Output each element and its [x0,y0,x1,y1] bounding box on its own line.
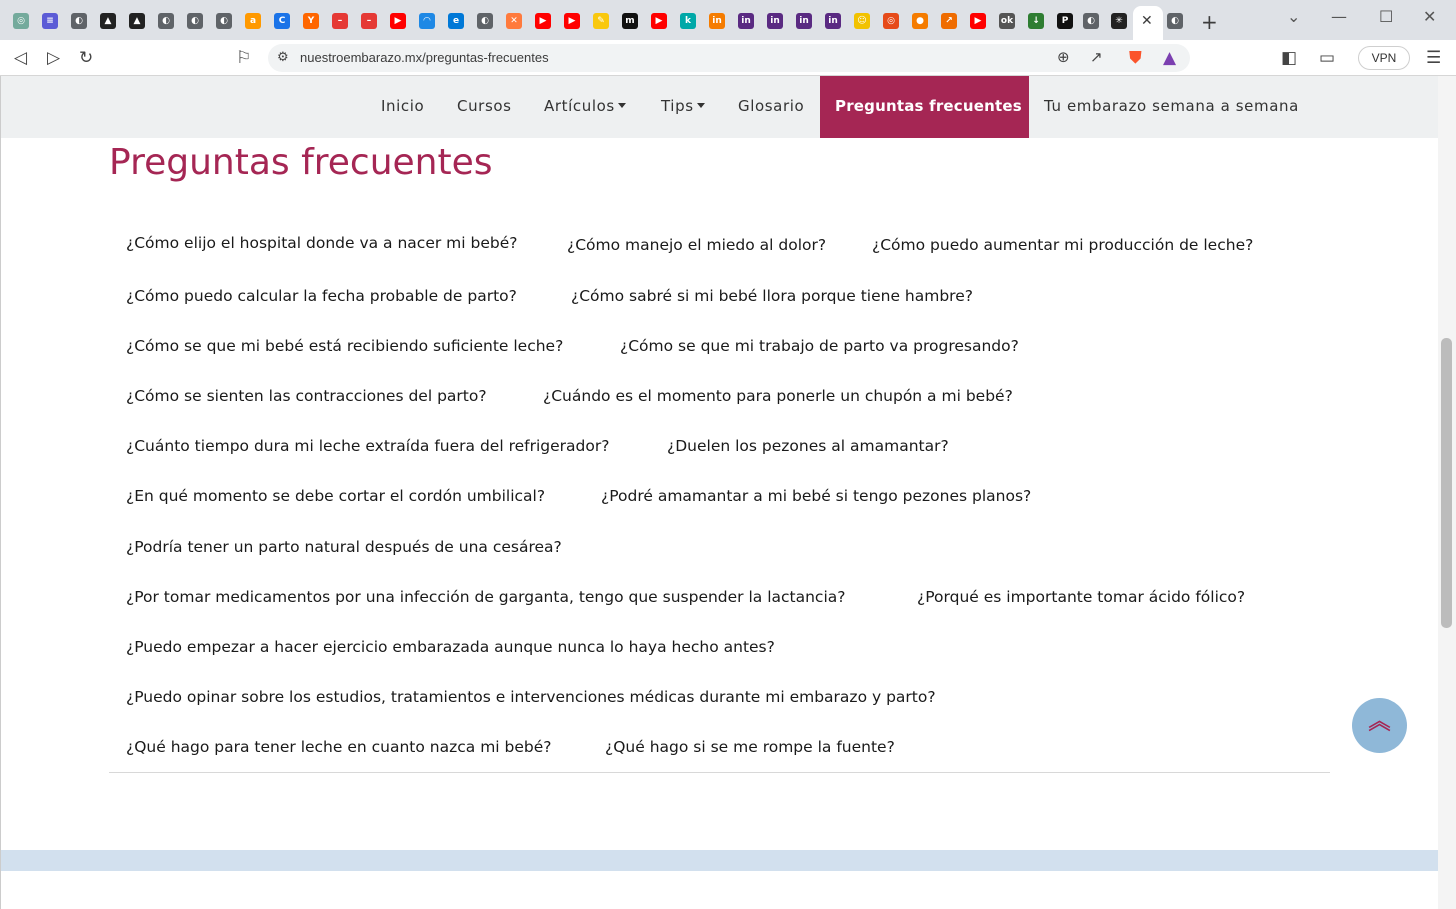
stack-icon[interactable]: ≡ [42,13,58,29]
nav-label: Tips [661,97,694,115]
faq-link[interactable]: ¿Cómo se sienten las contracciones del parto? [126,387,487,405]
faq-link[interactable]: ¿Cómo elijo el hospital donde va a nacer mi bebé? [126,234,518,252]
share-orange-icon[interactable]: ↗ [941,13,957,29]
youtube-icon[interactable]: ▶ [651,13,667,29]
faq-link[interactable]: ¿Podría tener un parto natural después de una cesárea? [126,538,562,556]
faq-link[interactable]: ¿Qué hago para tener leche en cuanto nazca mi bebé? [126,738,552,756]
nav-item-cursos[interactable] [457,76,512,138]
site-navigation [0,76,1438,138]
url-text: nuestroembarazo.mx/preguntas-frecuentes [300,50,549,65]
globe-icon[interactable]: ◐ [187,13,203,29]
share-icon[interactable]: ↗ [1090,48,1103,66]
globe-icon[interactable]: ◐ [1083,13,1099,29]
p-icon[interactable]: P [1057,13,1073,29]
vpn-label: VPN [1371,51,1397,65]
brave-rewards-icon[interactable]: ▲ [1163,48,1177,68]
nav-item-tu-embarazo[interactable] [1044,76,1299,138]
faq-link[interactable]: ¿Cómo puedo aumentar mi producción de leche? [872,236,1254,254]
dash-icon[interactable]: – [332,13,348,29]
in-purple-icon[interactable]: in [738,13,754,29]
orange-dot-icon[interactable]: ● [912,13,928,29]
globe-icon[interactable]: ◐ [477,13,493,29]
ok-icon[interactable]: ok [999,13,1015,29]
content-divider [109,772,1330,773]
nav-item-preguntas-frecuentes[interactable] [820,76,1029,138]
faq-link[interactable]: ¿Cómo se que mi bebé está recibiendo suficiente leche? [126,337,564,355]
scroll-to-top-button[interactable] [1352,698,1407,753]
address-bar[interactable] [268,44,1190,72]
amazon-icon[interactable]: a [245,13,261,29]
in-purple-icon[interactable]: in [767,13,783,29]
in-purple-icon[interactable]: in [825,13,841,29]
youtube-icon[interactable]: ▶ [535,13,551,29]
faq-link[interactable]: ¿Porqué es importante tomar ácido fólico? [917,588,1246,606]
nav-item-inicio[interactable] [381,76,424,138]
menu-icon[interactable]: ☰ [1426,48,1442,68]
wave-icon[interactable]: ◠ [419,13,435,29]
youtube-icon[interactable]: ▶ [970,13,986,29]
brave-shield-icon[interactable]: ⛊ [1129,48,1142,68]
faq-link[interactable]: ¿Podré amamantar a mi bebé si tengo pezones planos? [601,487,1032,505]
nav-item-glosario[interactable] [738,76,804,138]
nav-label: Glosario [738,97,805,115]
window-edge [0,76,1,909]
page-scrollbar[interactable] [1438,76,1456,909]
faq-link[interactable]: ¿Duelen los pezones al amamantar? [667,437,949,455]
browser-toolbar [0,40,1456,76]
site-settings-icon[interactable]: ⚙ [277,50,289,65]
faq-link[interactable]: ¿Cómo manejo el miedo al dolor? [567,236,827,254]
nav-label: Inicio [381,97,425,115]
nav-item-tips[interactable] [661,76,705,138]
arrow-up-icon[interactable]: ▲ [129,13,145,29]
globe-icon[interactable]: ◐ [1167,13,1183,29]
footer-band [0,850,1438,871]
faq-link[interactable]: ¿Por tomar medicamentos por una infección de garganta, tengo que suspender la lactancia? [126,588,846,606]
nav-label: Tu embarazo semana a semana [1044,97,1299,115]
dash-icon[interactable]: – [361,13,377,29]
caret-down-icon [697,103,705,108]
page-title: Preguntas frecuentes [109,142,493,183]
reload-icon[interactable]: ↻ [79,48,94,68]
minimize-window-icon[interactable]: — [1331,7,1347,26]
close-window-icon[interactable]: ✕ [1423,7,1437,26]
new-tab-icon[interactable]: + [1201,10,1218,34]
nav-item-articulos[interactable] [544,76,626,138]
nav-label: Cursos [457,97,512,115]
faq-link[interactable]: ¿Cuándo es el momento para ponerle un chupón a mi bebé? [543,387,1013,405]
joomla-icon[interactable]: ✳ [1111,13,1127,29]
e-icon[interactable]: e [448,13,464,29]
pencil-icon[interactable]: ✎ [593,13,609,29]
faq-link[interactable]: ¿En qué momento se debe cortar el cordón umbilical? [126,487,546,505]
maximize-icon[interactable]: ☐ [1379,7,1394,26]
face-icon[interactable]: ☺ [854,13,870,29]
arrow-up-icon[interactable]: ▲ [100,13,116,29]
faq-link[interactable]: ¿Puedo empezar a hacer ejercicio embarazada aunque nunca lo haya hecho antes? [126,638,775,656]
chatgpt-icon[interactable]: ◎ [13,13,29,29]
wallet-icon[interactable]: ▭ [1319,48,1336,68]
youtube-icon[interactable]: ▶ [564,13,580,29]
m-icon[interactable]: m [622,13,638,29]
download-icon[interactable]: ↓ [1028,13,1044,29]
scrollbar-thumb[interactable] [1441,338,1452,628]
nav-label: Preguntas frecuentes [835,97,1022,115]
ring-icon[interactable]: ◎ [883,13,899,29]
globe-icon[interactable]: ◐ [71,13,87,29]
double-chevron-up-icon: ︽ [1368,710,1391,735]
back-icon[interactable]: ◁ [14,48,28,68]
faq-link[interactable]: ¿Qué hago si se me rompe la fuente? [605,738,895,756]
faq-link[interactable]: ¿Cómo sabré si mi bebé llora porque tiene hambre? [571,287,973,305]
browser-tab-strip [0,0,1456,40]
youtube-icon[interactable]: ▶ [390,13,406,29]
minimize-icon[interactable]: ⌄ [1287,7,1301,26]
zoom-icon[interactable]: ⊕ [1057,48,1070,66]
close-tab-icon[interactable]: ✕ [1141,13,1153,29]
faq-link[interactable]: ¿Puedo opinar sobre los estudios, tratamientos e intervenciones médicas durante mi embarazo y parto? [126,688,936,706]
in-purple-icon[interactable]: in [796,13,812,29]
vpn-button[interactable] [1358,46,1410,70]
in-orange-icon[interactable]: in [709,13,725,29]
globe-icon[interactable]: ◐ [216,13,232,29]
forward-icon[interactable]: ▷ [47,48,61,68]
k-icon[interactable]: k [680,13,696,29]
bookmark-icon[interactable]: ⚐ [236,48,252,68]
sidebar-toggle-icon[interactable]: ◧ [1281,48,1298,68]
globe-icon[interactable]: ◐ [158,13,174,29]
faq-link[interactable]: ¿Cómo puedo calcular la fecha probable de parto? [126,287,517,305]
faq-link[interactable]: ¿Cuánto tiempo dura mi leche extraída fuera del refrigerador? [126,437,610,455]
caret-down-icon [618,103,626,108]
nav-label: Artículos [544,97,615,115]
refresh-brand-icon[interactable]: C [274,13,290,29]
y-icon[interactable]: Y [303,13,319,29]
faq-link[interactable]: ¿Cómo se que mi trabajo de parto va progresando? [620,337,1019,355]
x-orange-icon[interactable]: ✕ [506,13,522,29]
